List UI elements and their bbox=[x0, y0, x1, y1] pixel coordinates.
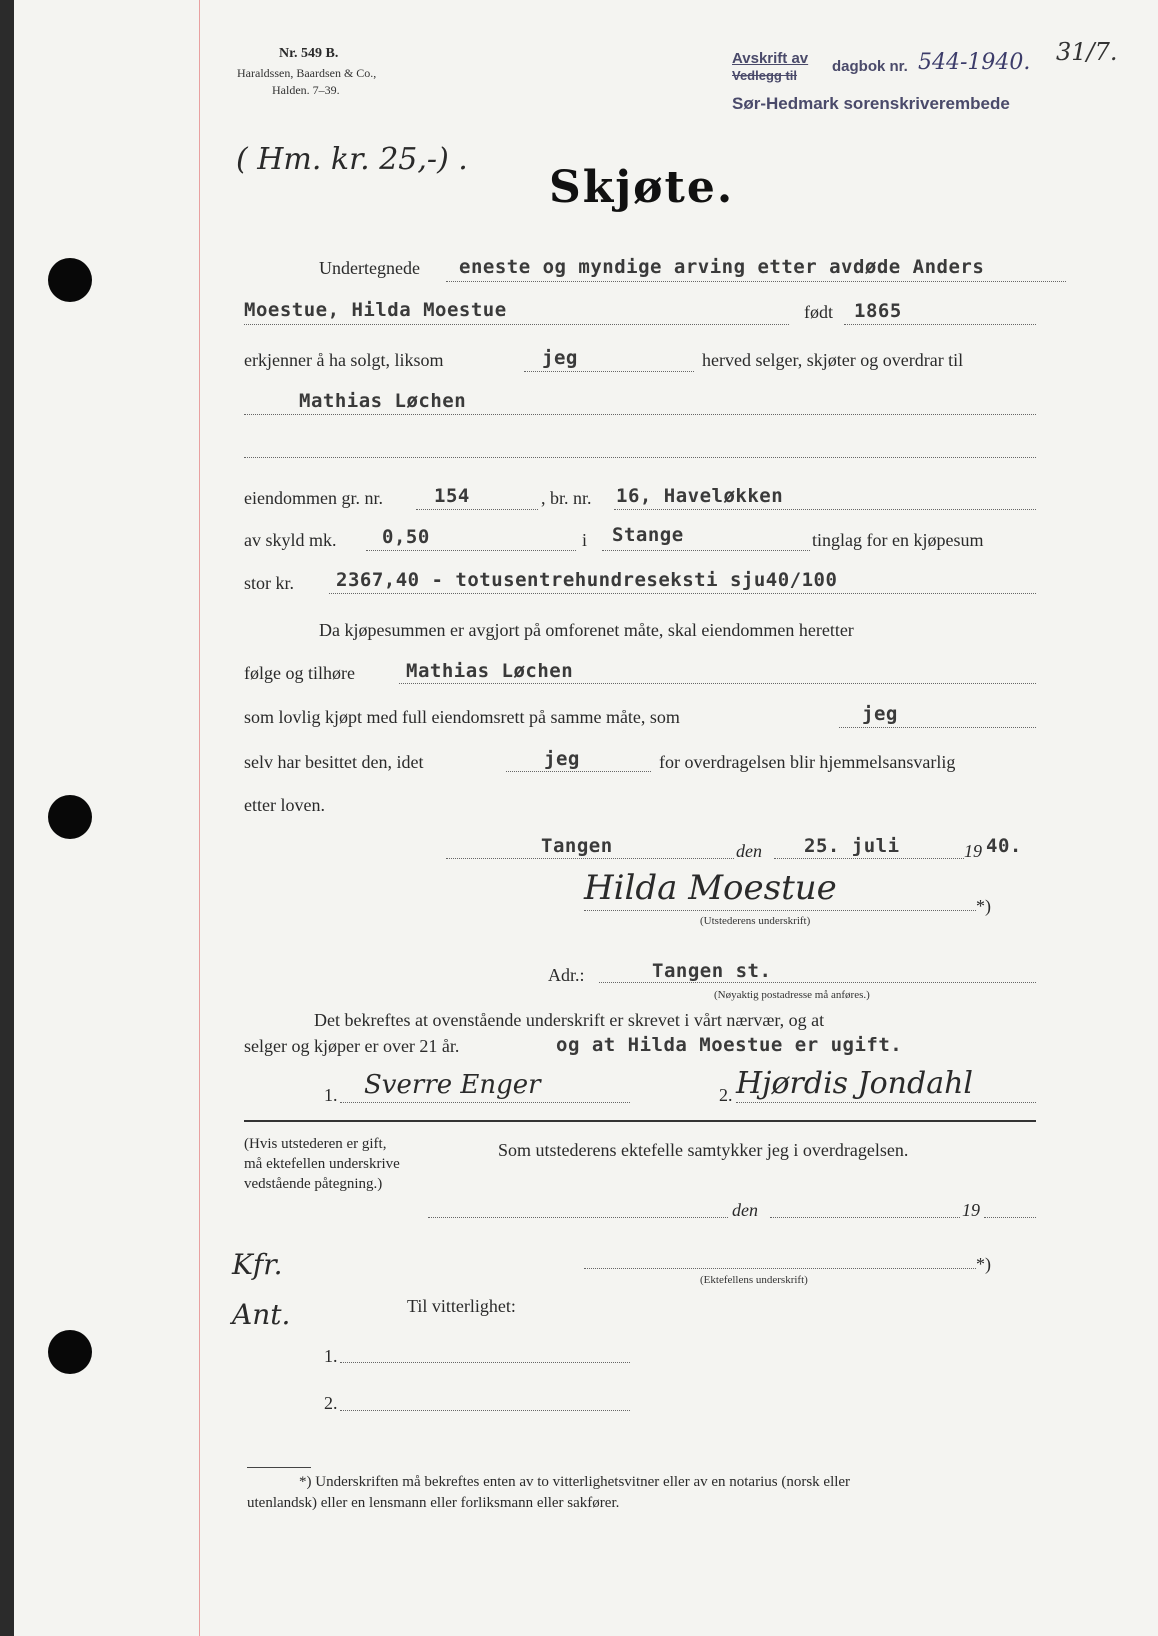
skyld-value: 0,50 bbox=[382, 526, 430, 548]
erkjenner-label: erkjenner å ha solgt, liksom bbox=[244, 350, 444, 370]
witness2-signature: Hjørdis Jondahl bbox=[736, 1066, 974, 1101]
dotted-line bbox=[340, 1102, 630, 1103]
footnote-rule bbox=[247, 1467, 311, 1468]
punch-hole-top bbox=[48, 258, 92, 302]
i-value: Stange bbox=[612, 524, 684, 546]
form-place-date: Halden. 7–39. bbox=[272, 83, 340, 97]
buyer-name: Mathias Løchen bbox=[299, 390, 467, 412]
fodt-label: født bbox=[804, 302, 833, 322]
dotted-line bbox=[844, 324, 1036, 325]
year-suffix: 40. bbox=[986, 835, 1022, 857]
dotted-line bbox=[446, 858, 734, 859]
signature-caption: (Utstederens underskrift) bbox=[700, 915, 811, 927]
para1-line1: Da kjøpesummen er avgjort på omforenet måte, skal eiendommen heretter bbox=[319, 620, 854, 640]
footnote-line1: *) Underskriften må bekreftes enten av to vitterlighetsvitner eller av en notarius (norsk eller bbox=[299, 1474, 851, 1490]
form-publisher: Haraldssen, Baardsen & Co., bbox=[237, 66, 377, 80]
stor-kr-label: stor kr. bbox=[244, 573, 295, 593]
lovlig-value: jeg bbox=[862, 703, 898, 725]
dotted-line bbox=[584, 1268, 976, 1269]
spouse-caption: (Ektefellens underskrift) bbox=[700, 1274, 808, 1286]
punch-hole-middle bbox=[48, 795, 92, 839]
initials-line1: Kfr. bbox=[232, 1248, 283, 1281]
dotted-line bbox=[599, 982, 1036, 983]
margin-rule bbox=[199, 0, 200, 1636]
dotted-line bbox=[506, 771, 651, 772]
document-page bbox=[14, 0, 1158, 1636]
herved-label: herved selger, skjøter og overdrar til bbox=[702, 350, 964, 370]
witness-line1: Det bekreftes at ovenstående underskrift er skrevet i vårt nærvær, og at bbox=[314, 1010, 825, 1030]
stamp-dagbok-label: dagbok nr. bbox=[832, 58, 908, 75]
stamp-dagbok-number: 544-1940. bbox=[918, 50, 1031, 75]
br-nr-value: 16, Haveløkken bbox=[616, 485, 784, 507]
overdragelse-label: for overdragelsen blir hjemmelsansvarlig bbox=[659, 752, 956, 772]
date-value: 25. juli bbox=[804, 835, 900, 857]
dotted-line bbox=[244, 324, 789, 325]
vitterlighet-label: Til vitterlighet: bbox=[407, 1296, 516, 1316]
i-label: i bbox=[582, 530, 588, 550]
stamp-vedlegg: Vedlegg til bbox=[732, 68, 798, 83]
dotted-line bbox=[428, 1217, 728, 1218]
dotted-line bbox=[774, 858, 964, 859]
stor-kr-value: 2367,40 - totusentrehundreseksti sju40/100 bbox=[336, 569, 838, 591]
dotted-line bbox=[584, 910, 976, 911]
fodt-value: 1865 bbox=[854, 300, 902, 322]
spouse-den-label: den bbox=[732, 1200, 758, 1220]
erkjenner-value: jeg bbox=[542, 347, 578, 369]
br-nr-label: , br. nr. bbox=[541, 488, 592, 508]
address-label: Adr.: bbox=[548, 965, 585, 985]
selv-value: jeg bbox=[544, 748, 580, 770]
dotted-line bbox=[366, 550, 576, 551]
section-rule bbox=[244, 1120, 1036, 1122]
den-label: den bbox=[736, 841, 762, 861]
document-title: Skjøte. bbox=[549, 162, 735, 213]
year-prefix: 19 bbox=[964, 841, 982, 861]
dotted-line bbox=[602, 550, 810, 551]
dotted-line bbox=[399, 683, 1036, 684]
selv-label: selv har besittet den, idet bbox=[244, 752, 424, 772]
dotted-line bbox=[446, 281, 1066, 282]
witness1-number: 1. bbox=[324, 1085, 338, 1105]
undertegnede-value: eneste og myndige arving etter avdøde Anders bbox=[459, 256, 985, 278]
gr-nr-value: 154 bbox=[434, 485, 470, 507]
stamp-avskrift: Avskrift av bbox=[732, 50, 809, 67]
dotted-line bbox=[736, 1102, 1036, 1103]
punch-hole-bottom bbox=[48, 1330, 92, 1374]
spouse-note-line2: må ektefellen underskrive bbox=[244, 1156, 400, 1172]
signature-star: *) bbox=[976, 896, 991, 916]
address-caption: (Nøyaktig postadresse må anføres.) bbox=[714, 989, 870, 1001]
dotted-line bbox=[614, 509, 1036, 510]
spouse-note-line3: vedstående påtegning.) bbox=[244, 1176, 383, 1192]
dotted-line bbox=[340, 1410, 630, 1411]
initials-line2: Ant. bbox=[232, 1298, 291, 1331]
folge-value: Mathias Løchen bbox=[406, 660, 574, 682]
spouse-note-line1: (Hvis utstederen er gift, bbox=[244, 1136, 387, 1152]
witness-line2: selger og kjøper er over 21 år. bbox=[244, 1036, 460, 1056]
witness1-signature: Sverre Enger bbox=[364, 1070, 541, 1100]
seller-name: Moestue, Hilda Moestue bbox=[244, 299, 507, 321]
vitterlighet-1: 1. bbox=[324, 1346, 338, 1366]
dotted-line bbox=[524, 371, 694, 372]
address-value: Tangen st. bbox=[652, 960, 772, 982]
dotted-line bbox=[839, 727, 1036, 728]
eiendommen-label: eiendommen gr. nr. bbox=[244, 488, 383, 508]
margin-note: ( Hm. kr. 25,-) . bbox=[236, 142, 468, 177]
witness2-number: 2. bbox=[719, 1085, 733, 1105]
stamp-date-note: 31/7. bbox=[1056, 38, 1118, 66]
spouse-star: *) bbox=[976, 1254, 991, 1274]
lovlig-label: som lovlig kjøpt med full eiendomsrett på samme måte, som bbox=[244, 707, 680, 727]
dotted-line bbox=[329, 593, 1036, 594]
dotted-line bbox=[244, 457, 1036, 458]
witness-typed-addition: og at Hilda Moestue er ugift. bbox=[556, 1034, 903, 1056]
skyld-label: av skyld mk. bbox=[244, 530, 337, 550]
form-number: Nr. 549 B. bbox=[279, 46, 339, 61]
folge-label: følge og tilhøre bbox=[244, 663, 355, 683]
dotted-line bbox=[770, 1217, 960, 1218]
spouse-consent: Som utstederens ektefelle samtykker jeg i overdragelsen. bbox=[498, 1140, 909, 1160]
dotted-line bbox=[244, 414, 1036, 415]
footnote-line2: utenlandsk) eller en lensmann eller forliksmann eller sakfører. bbox=[247, 1495, 620, 1511]
place-value: Tangen bbox=[541, 835, 613, 857]
vitterlighet-2: 2. bbox=[324, 1393, 338, 1413]
dotted-line bbox=[416, 509, 538, 510]
dotted-line bbox=[340, 1362, 630, 1363]
stamp-office: Sør-Hedmark sorenskriverembede bbox=[732, 94, 1010, 113]
etter-loven: etter loven. bbox=[244, 795, 325, 815]
tinglag-label: tinglag for en kjøpesum bbox=[812, 530, 984, 550]
issuer-signature: Hilda Moestue bbox=[584, 868, 837, 908]
spouse-year-prefix: 19 bbox=[962, 1200, 980, 1220]
dotted-line bbox=[984, 1217, 1036, 1218]
undertegnede-label: Undertegnede bbox=[319, 258, 420, 278]
